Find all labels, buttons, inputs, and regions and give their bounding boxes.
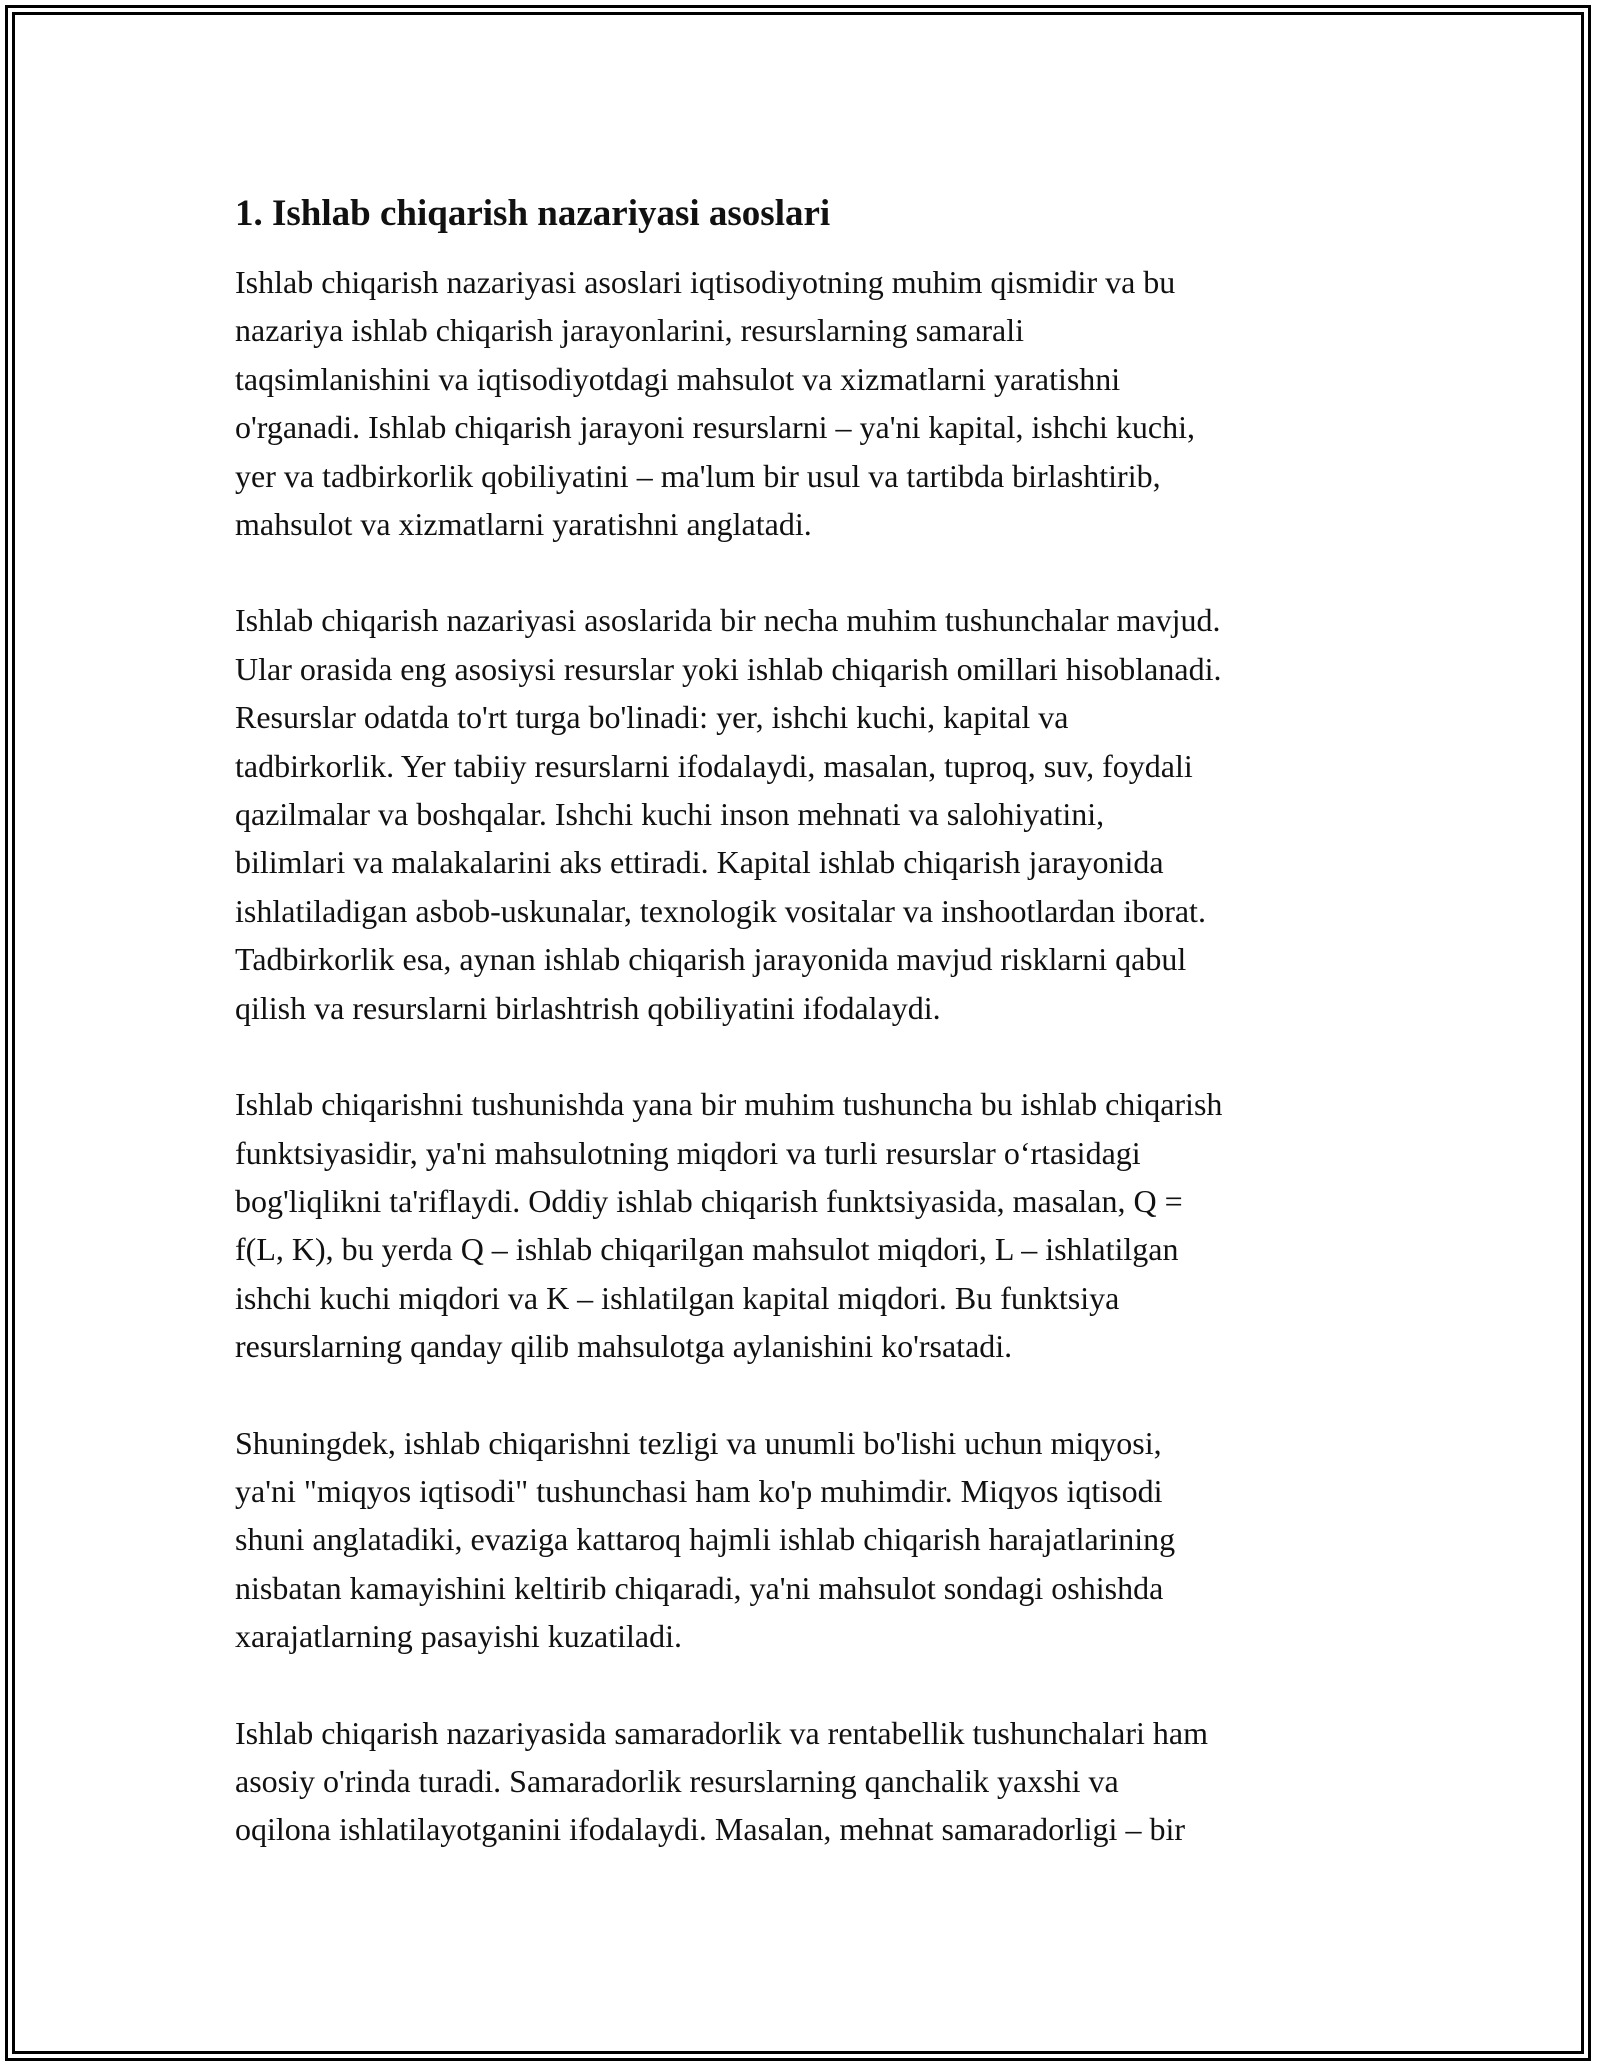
section-heading: 1. Ishlab chiqarish nazariyasi asoslari — [235, 193, 831, 234]
paragraph: Ishlab chiqarishni tushunishda yana bir muhim tushuncha bu ishlab chiqarish funktsiyasidir, ya'ni mahsulotning miqdori va turli resurslar o‘rtasidagi bog'liqlikni ta'riflaydi. Oddiy ishlab chiqarish funktsiyasida, masalan, Q = f(L, K), bu yerda Q – ishlab chiqarilgan mahsulot miqdori, L – ishlatilgan ishchi kuchi miqdori va K – ishlatilgan kapital miqdori. Bu funktsiya resurslarning qanday qilib mahsulotga aylanishini ko'rsatadi. — [235, 1086, 1223, 1365]
paragraph: Ishlab chiqarish nazariyasi asoslarida bir necha muhim tushunchalar mavjud. Ular orasida eng asosiysi resurslar yoki ishlab chiqarish omillari hisoblanadi. Resurslar odatda to'rt turga bo'linadi: yer, ishchi kuchi, kapital va tadbirkorlik. Yer tabiiy resurslarni ifodalaydi, masalan, tuproq, suv, foydali qazilmalar va boshqalar. Ishchi kuchi inson mehnati va salohiyatini, bilimlari va malakalarini aks ettiradi. Kapital ishlab chiqarish jarayonida ishlatiladigan asbob-uskunalar, texnologik vositalar va inshootlardan iborat. Tadbirkorlik esa, aynan ishlab chiqarish jarayonida mavjud risklarni qabul qilish va resurslarni birlashtrish qobiliyatini ifodalaydi. — [235, 602, 1222, 1026]
paragraph: Shuningdek, ishlab chiqarishni tezligi va unumli bo'lishi uchun miqyosi, ya'ni "miqyos iqtisodi" tushunchasi ham ko'p muhimdir. Miqyos iqtisodi shuni anglatadiki, evaziga kattaroq hajmli ishlab chiqarish harajatlarining nisbatan kamayishini keltirib chiqaradi, ya'ni mahsulot sondagi oshishda xarajatlarning pasayishi kuzatiladi. — [235, 1424, 1176, 1655]
document-body — [235, 186, 1370, 1902]
paragraph: Ishlab chiqarish nazariyasi asoslari iqtisodiyotning muhim qismidir va bu nazariya ishlab chiqarish jarayonlarini, resurslarning samarali taqsimlanishini va iqtisodiyotdagi mahsulot va xizmatlarni yaratishni o'rganadi. Ishlab chiqarish jarayoni resurslarni – ya'ni kapital, ishchi kuchi, yer va tadbirkorlik qobiliyatini – ma'lum bir usul va tartibda birlashtirib, mahsulot va xizmatlarni yaratishni anglatadi. — [235, 264, 1196, 543]
paragraph: Ishlab chiqarish nazariyasida samaradorlik va rentabellik tushunchalari ham asosiy o'rinda turadi. Samaradorlik resurslarning qanchalik yaxshi va oqilona ishlatilayotganini ifodalaydi. Masalan, mehnat samaradorligi – bir — [235, 1714, 1208, 1848]
